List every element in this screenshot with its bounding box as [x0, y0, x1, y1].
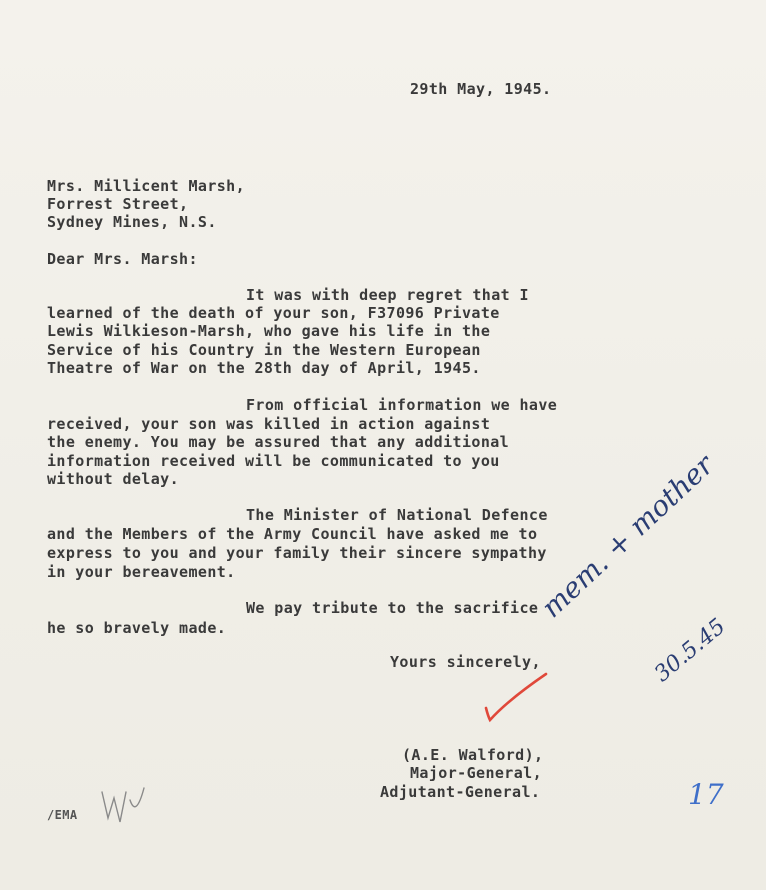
- paragraph3-line3: express to you and your family their sincere sympathy: [47, 544, 547, 562]
- paragraph2-line3: the enemy. You may be assured that any additional: [47, 433, 510, 451]
- signatory-title: Adjutant-General.: [380, 783, 541, 801]
- paragraph3-line1: The Minister of National Defence: [246, 506, 548, 524]
- paragraph1-line4: Service of his Country in the Western European: [47, 341, 481, 359]
- paragraph1-line2: learned of the death of your son, F37096 Private: [47, 304, 500, 322]
- paragraph4-line1: We pay tribute to the sacrifice: [246, 599, 539, 617]
- paragraph3-line4: in your bereavement.: [47, 563, 236, 581]
- handwritten-mark: 17: [688, 778, 724, 811]
- paragraph2-line2: received, your son was killed in action against: [47, 415, 491, 433]
- reference-initials: /EMA: [47, 808, 78, 822]
- letter-date: 29th May, 1945.: [410, 80, 552, 98]
- salutation: Dear Mrs. Marsh:: [47, 250, 198, 268]
- handwritten-note: mem. + mother: [535, 448, 721, 625]
- red-tick-mark: [478, 668, 558, 728]
- paragraph2-line4: information received will be communicated to you: [47, 452, 500, 470]
- paragraph2-line5: without delay.: [47, 470, 180, 488]
- paragraph4-line2: he so bravely made.: [47, 619, 227, 637]
- signatory-rank: Major-General,: [410, 764, 543, 782]
- pencil-initials-mark: [96, 778, 156, 838]
- paragraph1-line3: Lewis Wilkieson-Marsh, who gave his life in the: [47, 322, 491, 340]
- paragraph2-line1: From official information we have: [246, 396, 558, 414]
- paragraph3-line2: and the Members of the Army Council have asked me to: [47, 525, 538, 543]
- closing: Yours sincerely,: [390, 653, 541, 671]
- handwritten-date: 30.5.45: [650, 614, 731, 688]
- recipient-street: Forrest Street,: [47, 195, 189, 213]
- recipient-city: Sydney Mines, N.S.: [47, 213, 217, 231]
- signatory-name: (A.E. Walford),: [402, 746, 544, 764]
- recipient-name: Mrs. Millicent Marsh,: [47, 177, 246, 195]
- paragraph1-line5: Theatre of War on the 28th day of April, 1945.: [47, 359, 481, 377]
- paragraph1-line1: It was with deep regret that I: [246, 286, 529, 304]
